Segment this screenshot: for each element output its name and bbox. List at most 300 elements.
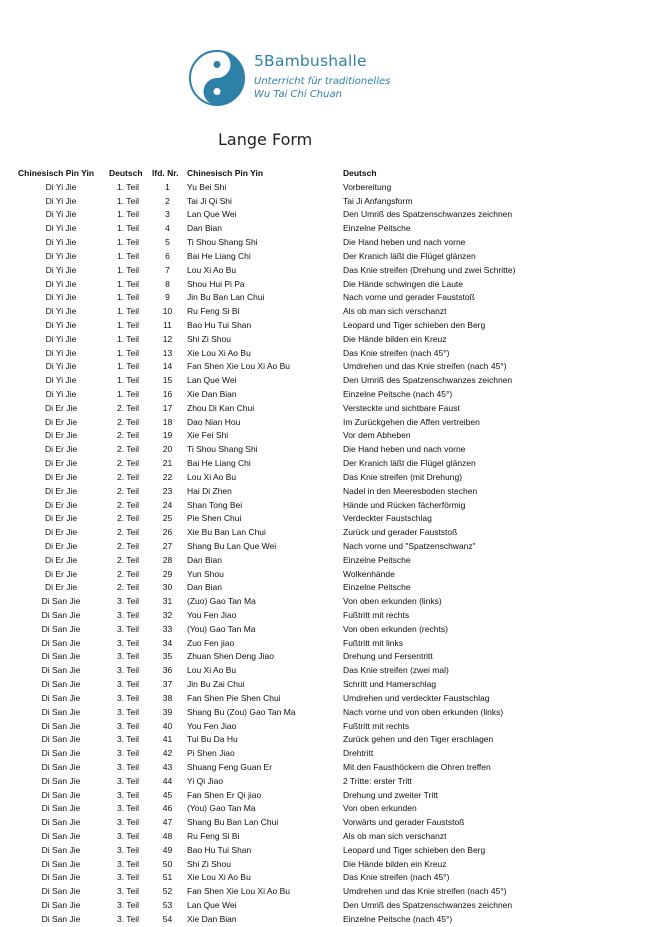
table-row xyxy=(0,443,668,457)
cell-number: 23 xyxy=(162,485,173,496)
cell-german-name: Von oben erkunden xyxy=(343,803,417,814)
cell-german-name: Nach vorne und gerader Fauststoß xyxy=(343,292,475,303)
form-table xyxy=(0,167,668,927)
cell-german-part: 1. Teil xyxy=(116,333,140,344)
cell-german-name: Im Zurückgehen die Affen vertreiben xyxy=(343,416,480,427)
cell-number: 28 xyxy=(162,554,173,565)
table-row xyxy=(0,402,668,416)
cell-chinese-part: Di Yi Jie xyxy=(45,181,77,192)
cell-chinese-name: Xie Fei Shi xyxy=(187,430,229,441)
cell-german-part: 3. Teil xyxy=(116,651,140,662)
cell-number: 24 xyxy=(162,499,173,510)
cell-german-name: Zurück und gerader Fauststoß xyxy=(343,527,458,538)
cell-german-name: Vorbereitung xyxy=(343,181,392,192)
cell-number: 20 xyxy=(162,444,173,455)
cell-number: 14 xyxy=(162,361,173,372)
cell-number: 3 xyxy=(165,209,170,220)
cell-chinese-part: Di Er Jie xyxy=(44,499,78,510)
cell-chinese-name: Pi Shen Jiao xyxy=(187,748,235,759)
cell-number: 37 xyxy=(162,679,173,690)
cell-number: 50 xyxy=(162,858,173,869)
cell-chinese-name: Yi Qi Jiao xyxy=(187,775,224,786)
cell-chinese-name: Lan Que Wei xyxy=(187,209,237,220)
cell-chinese-name: Tai Ji Qi Shi xyxy=(187,195,232,206)
cell-chinese-part: Di Er Jie xyxy=(44,554,78,565)
table-row xyxy=(0,278,668,292)
cell-german-name: Verdeckter Faustschlag xyxy=(343,513,432,524)
cell-german-name: Einzelne Peitsche xyxy=(343,223,411,234)
table-row xyxy=(0,181,668,195)
cell-german-name: 2 Tritte: erster Tritt xyxy=(343,775,412,786)
cell-german-name: Den Umriß des Spatzenschwanzes zeichnen xyxy=(343,900,513,911)
cell-chinese-name: You Fen Jiao xyxy=(187,610,237,620)
cell-german-name: Die Hände schwingen die Laute xyxy=(343,278,464,289)
table-row xyxy=(0,816,668,830)
cell-german-part: 3. Teil xyxy=(116,596,140,607)
table-row xyxy=(0,429,668,443)
cell-chinese-name: Tui Bu Da Hu xyxy=(187,734,238,745)
cell-german-name: Drehung und zweiter Tritt xyxy=(343,789,438,800)
table-row xyxy=(0,333,668,347)
cell-chinese-part: Di San Jie xyxy=(41,775,81,786)
cell-german-name: Einzelne Peitsche (nach 45°) xyxy=(343,913,453,924)
cell-number: 17 xyxy=(162,402,173,413)
cell-number: 35 xyxy=(162,651,173,662)
cell-german-part: 1. Teil xyxy=(116,306,140,317)
cell-german-part: 1. Teil xyxy=(116,264,140,275)
cell-german-part: 3. Teil xyxy=(116,692,140,703)
cell-chinese-name: Fan Shen Xie Lou Xi Ao Bu xyxy=(187,886,291,897)
cell-number: 30 xyxy=(162,582,173,593)
table-row xyxy=(0,899,668,913)
cell-german-name: Vor dem Abheben xyxy=(343,430,411,441)
cell-chinese-name: Jin Bu Zai Chui xyxy=(187,679,245,690)
yin-yang-icon xyxy=(186,46,248,110)
table-row xyxy=(0,871,668,885)
cell-number: 52 xyxy=(162,886,173,897)
cell-chinese-part: Di Yi Jie xyxy=(45,292,77,303)
cell-chinese-name: You Fen Jiao xyxy=(187,720,237,731)
cell-chinese-name: Dao Nian Hou xyxy=(187,416,241,427)
cell-german-part: 3. Teil xyxy=(116,886,140,897)
cell-chinese-name: Ru Feng Si Bi xyxy=(187,831,240,841)
header-chinese-name: Chinesisch Pin Yin xyxy=(187,168,264,178)
cell-chinese-part: Di San Jie xyxy=(41,734,81,745)
cell-number: 1 xyxy=(165,181,170,192)
cell-german-name: Versteckte und sichtbare Faust xyxy=(343,402,460,413)
cell-chinese-part: Di San Jie xyxy=(41,858,81,869)
cell-chinese-name: Shang Bu (Zou) Gao Tan Ma xyxy=(187,706,296,717)
cell-number: 54 xyxy=(162,913,173,924)
cell-german-name: Der Kranich läßt die Flügel glänzen xyxy=(343,458,476,469)
cell-german-name: Zurück gehen und den Tiger erschlagen xyxy=(343,734,494,745)
cell-chinese-part: Di San Jie xyxy=(41,623,81,634)
cell-german-part: 2. Teil xyxy=(116,554,140,565)
cell-number: 11 xyxy=(163,319,172,330)
cell-german-name: Das Knie streifen (nach 45°) xyxy=(343,872,450,883)
cell-chinese-part: Di Yi Jie xyxy=(45,375,77,386)
table-row xyxy=(0,512,668,526)
cell-chinese-name: Zhuan Shen Deng Jiao xyxy=(187,651,274,662)
cell-german-name: Nach vorne und "Spatzenschwanz" xyxy=(343,540,476,551)
table-row xyxy=(0,195,668,209)
cell-chinese-part: Di Er Jie xyxy=(44,540,78,551)
table-row xyxy=(0,291,668,305)
cell-number: 49 xyxy=(162,844,173,855)
table-row xyxy=(0,913,668,927)
cell-german-name: Fußtritt mit links xyxy=(343,637,403,648)
cell-number: 6 xyxy=(165,250,170,261)
cell-german-name: Den Umriß des Spatzenschwanzes zeichnen xyxy=(343,375,513,386)
cell-german-part: 2. Teil xyxy=(116,444,140,455)
cell-chinese-name: Shan Tong Bei xyxy=(187,499,243,510)
cell-german-part: 2. Teil xyxy=(116,568,140,579)
cell-german-name: Tai Ji Anfangsform xyxy=(343,195,413,206)
table-row xyxy=(0,485,668,499)
cell-chinese-name: Dan Bian xyxy=(187,223,222,234)
cell-german-name: Den Umriß des Spatzenschwanzes zeichnen xyxy=(343,209,513,220)
table-row xyxy=(0,360,668,374)
cell-chinese-part: Di San Jie xyxy=(41,886,81,897)
table-row xyxy=(0,347,668,361)
cell-chinese-name: Lou Xi Ao Bu xyxy=(187,665,237,676)
cell-german-part: 1. Teil xyxy=(116,292,140,303)
cell-chinese-part: Di San Jie xyxy=(41,817,81,828)
table-row xyxy=(0,374,668,388)
cell-german-part: 3. Teil xyxy=(116,872,140,883)
cell-german-name: Die Hände bilden ein Kreuz xyxy=(343,333,447,344)
header-chinese-part: Chinesisch Pin Yin xyxy=(18,168,95,178)
cell-german-name: Fußtritt mit rechts xyxy=(343,720,410,731)
cell-german-name: Drehung und Fersentritt xyxy=(343,651,433,662)
cell-german-part: 2. Teil xyxy=(116,416,140,427)
cell-chinese-part: Di San Jie xyxy=(41,665,81,676)
cell-chinese-name: Shi Zi Shou xyxy=(187,858,231,869)
table-row xyxy=(0,885,668,899)
cell-number: 36 xyxy=(162,665,173,676)
cell-number: 44 xyxy=(162,775,173,786)
cell-german-name: Leopard und Tiger schieben den Berg xyxy=(343,319,486,330)
cell-chinese-part: Di San Jie xyxy=(41,913,81,924)
table-row xyxy=(0,844,668,858)
cell-chinese-name: Fan Shen Pie Shen Chui xyxy=(187,692,281,703)
cell-chinese-name: Yu Bei Shi xyxy=(187,181,227,192)
cell-number: 38 xyxy=(162,692,173,703)
cell-chinese-part: Di Er Jie xyxy=(44,458,78,469)
table-row xyxy=(0,471,668,485)
table-row xyxy=(0,802,668,816)
cell-number: 33 xyxy=(162,623,173,634)
cell-number: 34 xyxy=(162,637,173,648)
cell-chinese-name: Lou Xi Ao Bu xyxy=(187,471,237,482)
table-row xyxy=(0,499,668,513)
table-row xyxy=(0,540,668,554)
cell-german-part: 3. Teil xyxy=(116,817,140,828)
cell-german-part: 3. Teil xyxy=(116,761,140,772)
cell-german-part: 3. Teil xyxy=(116,665,140,676)
cell-chinese-name: Ti Shou Shang Shi xyxy=(187,444,258,455)
table-row xyxy=(0,706,668,720)
cell-number: 47 xyxy=(162,817,173,828)
cell-chinese-part: Di Er Jie xyxy=(44,430,78,441)
cell-german-name: Die Hand heben und nach vorne xyxy=(343,237,466,248)
table-row xyxy=(0,733,668,747)
cell-chinese-part: Di San Jie xyxy=(41,844,81,855)
cell-chinese-name: Ti Shou Shang Shi xyxy=(187,237,258,248)
cell-chinese-part: Di San Jie xyxy=(41,610,81,620)
cell-number: 26 xyxy=(162,527,173,538)
brand-tagline-2: Wu Tai Chi Chuan xyxy=(254,89,342,100)
cell-german-name: Als ob man sich verschanzt xyxy=(343,306,447,317)
cell-chinese-part: Di San Jie xyxy=(41,651,81,662)
cell-number: 19 xyxy=(162,430,173,441)
cell-chinese-part: Di Er Jie xyxy=(44,485,78,496)
cell-chinese-part: Di Er Jie xyxy=(44,568,78,579)
cell-chinese-name: Bao Hu Tui Shan xyxy=(187,319,252,330)
cell-chinese-part: Di Er Jie xyxy=(44,444,78,455)
table-row xyxy=(0,623,668,637)
cell-german-name: Wolkenhände xyxy=(343,568,395,579)
cell-number: 7 xyxy=(165,264,170,275)
cell-german-part: 2. Teil xyxy=(116,499,140,510)
cell-chinese-name: Xie Lou Xi Ao Bu xyxy=(187,347,251,358)
cell-chinese-part: Di San Jie xyxy=(41,789,81,800)
cell-german-part: 2. Teil xyxy=(116,402,140,413)
table-row xyxy=(0,595,668,609)
cell-german-part: 2. Teil xyxy=(116,458,140,469)
cell-chinese-name: Shang Bu Ban Lan Chui xyxy=(187,817,279,828)
cell-german-name: Einzelne Peitsche xyxy=(343,582,411,593)
cell-chinese-name: Lan Que Wei xyxy=(187,375,237,386)
table-row xyxy=(0,637,668,651)
cell-german-name: Das Knie streifen (Drehung und zwei Schritte) xyxy=(343,264,516,275)
cell-number: 8 xyxy=(165,278,170,289)
cell-number: 21 xyxy=(162,458,173,469)
table-row xyxy=(0,858,668,872)
cell-german-name: Fußtritt mit rechts xyxy=(343,610,410,620)
cell-number: 39 xyxy=(162,706,173,717)
cell-german-name: Drehtritt xyxy=(343,748,374,759)
cell-chinese-part: Di Yi Jie xyxy=(45,333,77,344)
cell-german-part: 3. Teil xyxy=(116,913,140,924)
cell-chinese-name: Hai Di Zhen xyxy=(187,485,232,496)
table-row xyxy=(0,319,668,333)
cell-german-name: Nadel in den Meeresboden stechen xyxy=(343,485,478,496)
table-row xyxy=(0,761,668,775)
table-row xyxy=(0,568,668,582)
cell-chinese-part: Di Yi Jie xyxy=(45,319,77,330)
cell-chinese-part: Di San Jie xyxy=(41,803,81,814)
cell-german-name: Leopard und Tiger schieben den Berg xyxy=(343,844,486,855)
cell-chinese-name: Xie Bu Ban Lan Chui xyxy=(187,527,266,538)
cell-chinese-name: Ru Feng Si Bi xyxy=(187,306,240,317)
cell-number: 32 xyxy=(162,610,173,620)
cell-german-name: Einzelne Peitsche (nach 45°) xyxy=(343,389,453,399)
cell-chinese-name: Pie Shen Chui xyxy=(187,513,242,524)
table-row xyxy=(0,789,668,803)
cell-chinese-name: Shang Bu Lan Que Wei xyxy=(187,540,277,551)
cell-chinese-part: Di Yi Jie xyxy=(45,195,77,206)
cell-german-name: Mit den Fausthöckern die Ohren treffen xyxy=(343,761,491,772)
cell-german-part: 2. Teil xyxy=(116,527,140,538)
table-row xyxy=(0,222,668,236)
cell-chinese-name: Xie Dan Bian xyxy=(187,913,237,924)
cell-german-part: 3. Teil xyxy=(116,831,140,841)
cell-chinese-part: Di Yi Jie xyxy=(45,223,77,234)
cell-chinese-name: Lan Que Wei xyxy=(187,900,237,911)
cell-chinese-name: Bao Hu Tui Shan xyxy=(187,844,252,855)
cell-number: 12 xyxy=(162,333,173,344)
cell-number: 18 xyxy=(162,416,173,427)
cell-chinese-name: Shou Hui Pi Pa xyxy=(187,278,245,289)
cell-german-name: Von oben erkunden (links) xyxy=(343,596,442,607)
cell-chinese-name: Shi Zi Shou xyxy=(187,333,231,344)
table-row xyxy=(0,457,668,471)
table-row xyxy=(0,775,668,789)
cell-number: 29 xyxy=(162,568,173,579)
cell-chinese-part: Di Er Jie xyxy=(44,416,78,427)
cell-german-part: 2. Teil xyxy=(116,540,140,551)
cell-chinese-part: Di Er Jie xyxy=(44,527,78,538)
cell-number: 40 xyxy=(162,720,173,731)
cell-chinese-part: Di Yi Jie xyxy=(45,347,77,358)
cell-chinese-name: Dan Bian xyxy=(187,554,222,565)
table-row xyxy=(0,747,668,761)
cell-chinese-name: Jin Bu Ban Lan Chui xyxy=(187,292,265,303)
page-title: Lange Form xyxy=(218,130,313,149)
cell-number: 46 xyxy=(162,803,173,814)
cell-chinese-part: Di San Jie xyxy=(41,596,81,607)
brand-name: 5Bambushalle xyxy=(254,52,367,70)
cell-german-part: 3. Teil xyxy=(116,858,140,869)
cell-german-name: Das Knie streifen (nach 45°) xyxy=(343,347,450,358)
cell-chinese-name: Lou Xi Ao Bu xyxy=(187,264,237,275)
cell-chinese-name: Fan Shen Xie Lou Xi Ao Bu xyxy=(187,361,291,372)
cell-german-part: 1. Teil xyxy=(116,347,140,358)
cell-german-part: 1. Teil xyxy=(116,223,140,234)
cell-german-part: 3. Teil xyxy=(116,789,140,800)
cell-chinese-part: Di San Jie xyxy=(41,748,81,759)
cell-german-part: 2. Teil xyxy=(116,513,140,524)
cell-german-part: 3. Teil xyxy=(116,679,140,690)
cell-german-part: 1. Teil xyxy=(116,250,140,261)
cell-german-part: 3. Teil xyxy=(116,844,140,855)
cell-german-part: 3. Teil xyxy=(116,803,140,814)
cell-number: 16 xyxy=(162,389,173,399)
cell-german-name: Die Hände bilden ein Kreuz xyxy=(343,858,447,869)
table-row xyxy=(0,554,668,568)
cell-chinese-part: Di San Jie xyxy=(41,637,81,648)
cell-german-name: Das Knie streifen (mit Drehung) xyxy=(343,471,463,482)
table-row xyxy=(0,609,668,623)
table-header xyxy=(0,167,668,181)
cell-chinese-name: (You) Gao Tan Ma xyxy=(187,803,256,814)
cell-chinese-part: Di San Jie xyxy=(41,679,81,690)
cell-number: 27 xyxy=(162,540,173,551)
cell-number: 45 xyxy=(162,789,173,800)
cell-german-name: Hände und Rücken fächerförmig xyxy=(343,499,466,510)
cell-german-part: 3. Teil xyxy=(116,706,140,717)
table-row xyxy=(0,250,668,264)
cell-number: 41 xyxy=(162,734,173,745)
cell-number: 53 xyxy=(162,900,173,911)
cell-number: 22 xyxy=(162,471,173,482)
cell-german-part: 2. Teil xyxy=(116,471,140,482)
cell-chinese-part: Di San Jie xyxy=(41,900,81,911)
cell-german-name: Das Knie streifen (zwei mal) xyxy=(343,665,449,676)
cell-german-part: 1. Teil xyxy=(116,375,140,386)
cell-number: 15 xyxy=(162,375,173,386)
cell-chinese-part: Di Yi Jie xyxy=(45,237,77,248)
cell-number: 51 xyxy=(162,872,173,883)
cell-chinese-part: Di Yi Jie xyxy=(45,361,77,372)
cell-german-name: Umdrehen und das Knie streifen (nach 45°) xyxy=(343,361,507,372)
cell-chinese-part: Di Yi Jie xyxy=(45,209,77,220)
table-row xyxy=(0,692,668,706)
cell-chinese-name: Dan Bian xyxy=(187,582,222,593)
cell-german-name: Der Kranich läßt die Flügel glänzen xyxy=(343,250,476,261)
cell-chinese-name: Fan Shen Er Qi jiao xyxy=(187,789,262,800)
cell-german-name: Schritt und Hamerschlag xyxy=(343,679,437,690)
table-row xyxy=(0,664,668,678)
table-row xyxy=(0,264,668,278)
table-row xyxy=(0,526,668,540)
cell-german-part: 1. Teil xyxy=(116,181,140,192)
header-german-name: Deutsch xyxy=(343,168,377,178)
table-row xyxy=(0,650,668,664)
cell-chinese-name: Xie Dan Bian xyxy=(187,389,237,399)
cell-chinese-part: Di San Jie xyxy=(41,831,81,841)
cell-chinese-part: Di Er Jie xyxy=(44,513,78,524)
cell-chinese-part: Di Yi Jie xyxy=(45,278,77,289)
cell-number: 31 xyxy=(162,596,173,607)
cell-chinese-part: Di Yi Jie xyxy=(45,306,77,317)
header-german-part: Deutsch xyxy=(109,168,143,178)
cell-chinese-part: Di Yi Jie xyxy=(45,389,77,399)
cell-chinese-name: Zhou Di Kan Chui xyxy=(187,402,255,413)
cell-chinese-part: Di San Jie xyxy=(41,720,81,731)
cell-chinese-name: (Zuo) Gao Tan Ma xyxy=(187,596,256,607)
table-row xyxy=(0,305,668,319)
cell-german-part: 2. Teil xyxy=(116,485,140,496)
cell-chinese-name: (You) Gao Tan Ma xyxy=(187,623,256,634)
cell-number: 9 xyxy=(165,292,170,303)
cell-number: 42 xyxy=(162,748,173,759)
cell-chinese-part: Di San Jie xyxy=(41,706,81,717)
table-row xyxy=(0,208,668,222)
cell-chinese-part: Di Yi Jie xyxy=(45,264,77,275)
cell-german-part: 1. Teil xyxy=(116,237,140,248)
cell-german-name: Einzelne Peitsche xyxy=(343,554,411,565)
cell-german-part: 3. Teil xyxy=(116,775,140,786)
cell-chinese-part: Di Er Jie xyxy=(44,471,78,482)
cell-chinese-name: Shuang Feng Guan Er xyxy=(187,761,273,772)
cell-german-part: 2. Teil xyxy=(116,430,140,441)
cell-german-part: 1. Teil xyxy=(116,195,140,206)
cell-chinese-part: Di Er Jie xyxy=(44,582,78,593)
cell-chinese-name: Yun Shou xyxy=(187,568,224,579)
cell-german-part: 1. Teil xyxy=(116,278,140,289)
cell-chinese-name: Bai He Liang Chi xyxy=(187,250,251,261)
cell-number: 10 xyxy=(162,306,173,317)
cell-german-part: 1. Teil xyxy=(116,361,140,372)
cell-german-part: 1. Teil xyxy=(116,209,140,220)
cell-german-name: Umdrehen und das Knie streifen (nach 45°) xyxy=(343,886,507,897)
cell-chinese-part: Di Er Jie xyxy=(44,402,78,413)
cell-german-part: 3. Teil xyxy=(116,734,140,745)
cell-chinese-name: Bai He Liang Chi xyxy=(187,458,251,469)
table-row xyxy=(0,678,668,692)
